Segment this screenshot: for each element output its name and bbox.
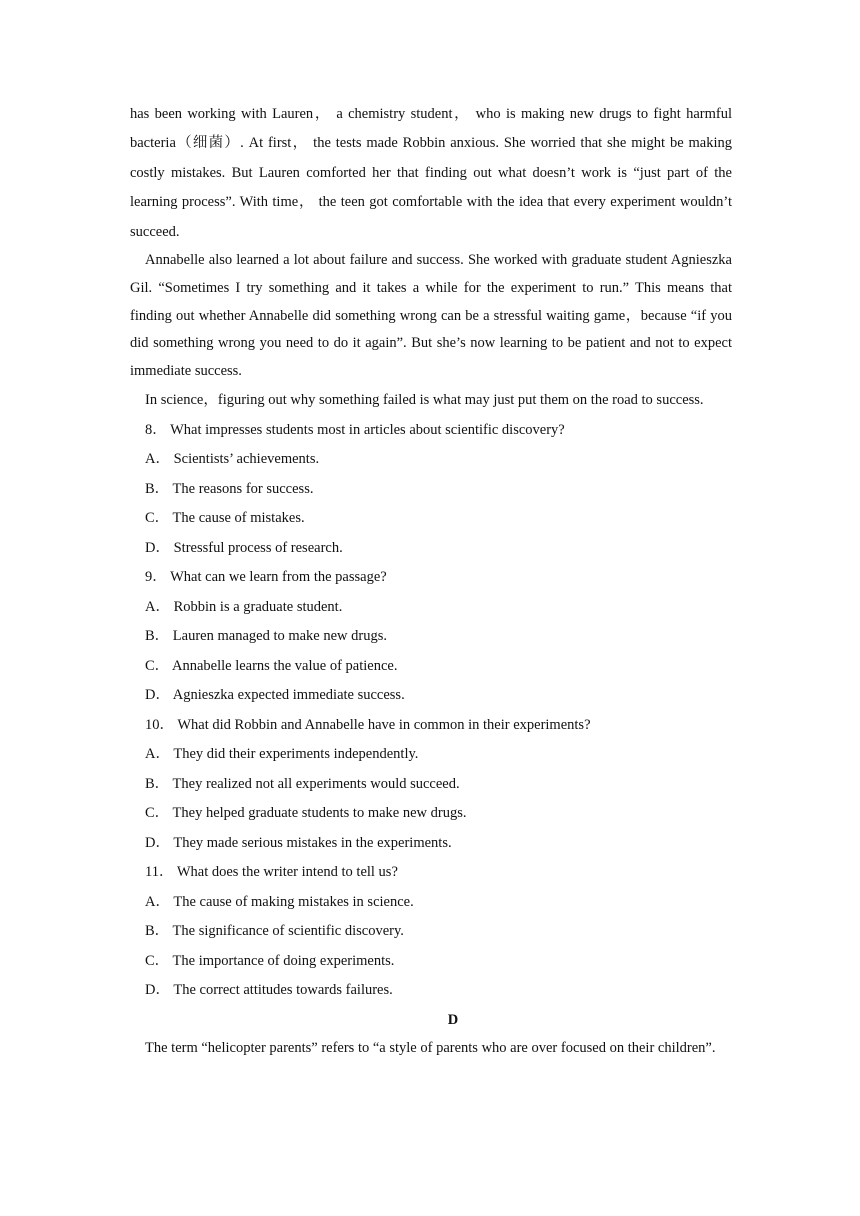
- section-intro-paragraph: The term “helicopter parents” refers to “a style of parents who are over focused on their children”.: [145, 1039, 716, 1056]
- question-stem: 9． What can we learn from the passage?: [145, 569, 387, 586]
- question-9: [130, 563, 732, 711]
- question-10: [130, 711, 732, 859]
- passage-paragraph-2: Annabelle also learned a lot about failure and success. She worked with graduate student Agnieszka Gil. “Sometimes I try something and it takes a while for the experiment to run.” This means that finding out whether Annabelle did something wrong can be a stressful waiting game，because “if you did something wrong you need to do it again”. But she’s now learning to be patient and not to expect immediate success.: [130, 252, 732, 380]
- option-d: D． The correct attitudes towards failures.: [145, 982, 393, 999]
- option-b: B． They realized not all experiments would succeed.: [145, 775, 460, 792]
- option-c: C． The importance of doing experiments.: [145, 952, 395, 969]
- option-d: D． Stressful process of research.: [145, 539, 343, 556]
- option-c: C． The cause of mistakes.: [145, 510, 305, 527]
- document-page: [130, 100, 732, 1063]
- option-a: A． Robbin is a graduate student.: [145, 598, 343, 615]
- option-b: B． The significance of scientific discovery.: [145, 923, 404, 940]
- question-stem: 11． What does the writer intend to tell us?: [145, 864, 398, 881]
- option-c: C． Annabelle learns the value of patience.: [145, 657, 398, 674]
- option-a: A． Scientists’ achievements.: [145, 451, 320, 468]
- option-a: A． They did their experiments independently.: [145, 746, 419, 763]
- option-c: C． They helped graduate students to make new drugs.: [145, 805, 467, 822]
- question-stem: 8． What impresses students most in articles about scientific discovery?: [145, 421, 565, 438]
- question-11: [130, 858, 732, 1006]
- passage-paragraph-1: has been working with Lauren， a chemistry student， who is making new drugs to fight harmful bacteria（细菌）. At first， the tests made Robbin anxious. She worried that she might be making costly mistakes. But Lauren comforted her that finding out what doesn’t work is “just part of the learning process”. With time， the teen got comfortable with the idea that every experiment wouldn’t succeed.: [130, 106, 732, 240]
- option-d: D． They made serious mistakes in the experiments.: [145, 834, 452, 851]
- option-d: D． Agnieszka expected immediate success.: [145, 687, 405, 704]
- option-b: B． Lauren managed to make new drugs.: [145, 628, 387, 645]
- question-stem: 10． What did Robbin and Annabelle have in common in their experiments?: [145, 716, 591, 733]
- option-a: A． The cause of making mistakes in science.: [145, 893, 414, 910]
- question-8: [130, 416, 732, 564]
- option-b: B． The reasons for success.: [145, 480, 314, 497]
- passage-conclusion: In science，figuring out why something failed is what may just put them on the road to success.: [145, 392, 704, 409]
- section-heading: D: [447, 1011, 459, 1028]
